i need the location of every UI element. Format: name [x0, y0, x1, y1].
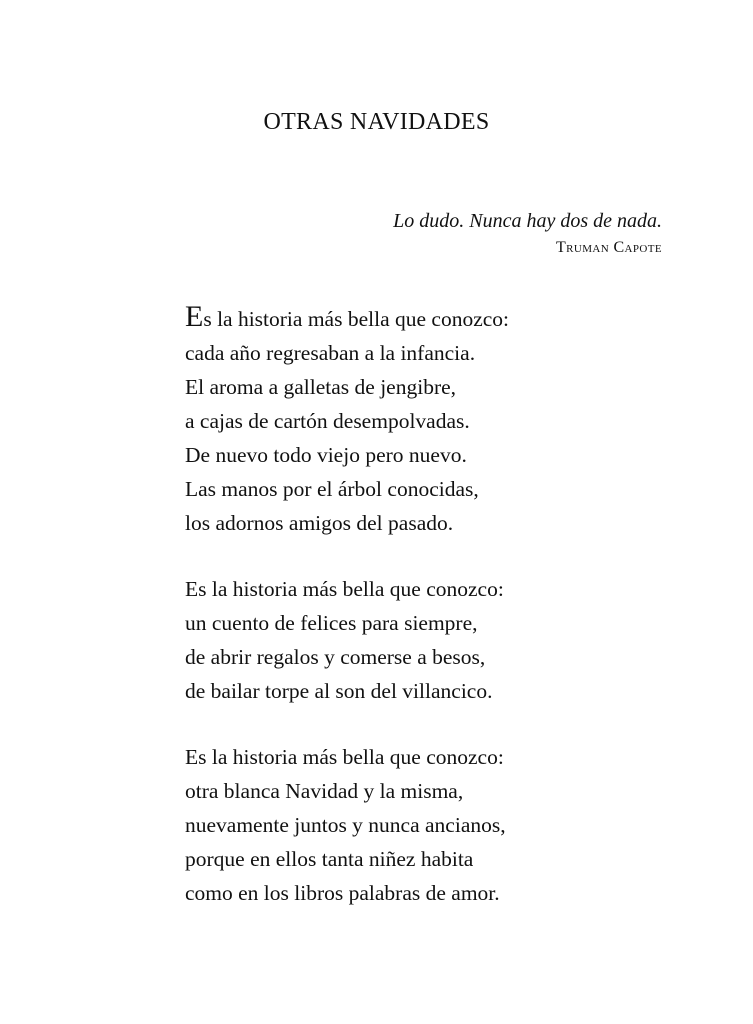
epigraph-author: Truman Capote: [555, 239, 662, 256]
verse: de abrir regalos y comerse a besos,: [185, 645, 486, 669]
verse: cada año regresaban a la infancia.: [185, 341, 476, 365]
poem-body: [185, 300, 705, 910]
verse: El aroma a galletas de jengibre,: [185, 375, 457, 399]
verse-text: s la historia más bella que conozco:: [203, 307, 510, 331]
verse: Las manos por el árbol conocidas,: [185, 477, 479, 501]
stanza-2: [185, 572, 705, 708]
verse: de bailar torpe al son del villancico.: [185, 679, 493, 703]
drop-cap: E: [185, 300, 204, 333]
verse: [185, 300, 705, 336]
stanza-3: [185, 740, 705, 910]
verse: De nuevo todo viejo pero nuevo.: [185, 443, 467, 467]
verse: un cuento de felices para siempre,: [185, 611, 478, 635]
verse: nuevamente juntos y nunca ancianos,: [185, 813, 506, 837]
verse: Es la historia más bella que conozco:: [185, 745, 504, 769]
verse: Es la historia más bella que conozco:: [185, 577, 504, 601]
epigraph-quote: Lo dudo. Nunca hay dos de nada.: [393, 210, 662, 232]
verse: como en los libros palabras de amor.: [185, 881, 500, 905]
verse: otra blanca Navidad y la misma,: [185, 779, 464, 803]
stanza-1: [185, 300, 705, 540]
verse: a cajas de cartón desempolvadas.: [185, 409, 470, 433]
poem-title: OTRAS NAVIDADES: [263, 109, 490, 135]
verse: porque en ellos tanta niñez habita: [185, 847, 474, 871]
verse: los adornos amigos del pasado.: [185, 511, 454, 535]
epigraph: [393, 206, 662, 260]
